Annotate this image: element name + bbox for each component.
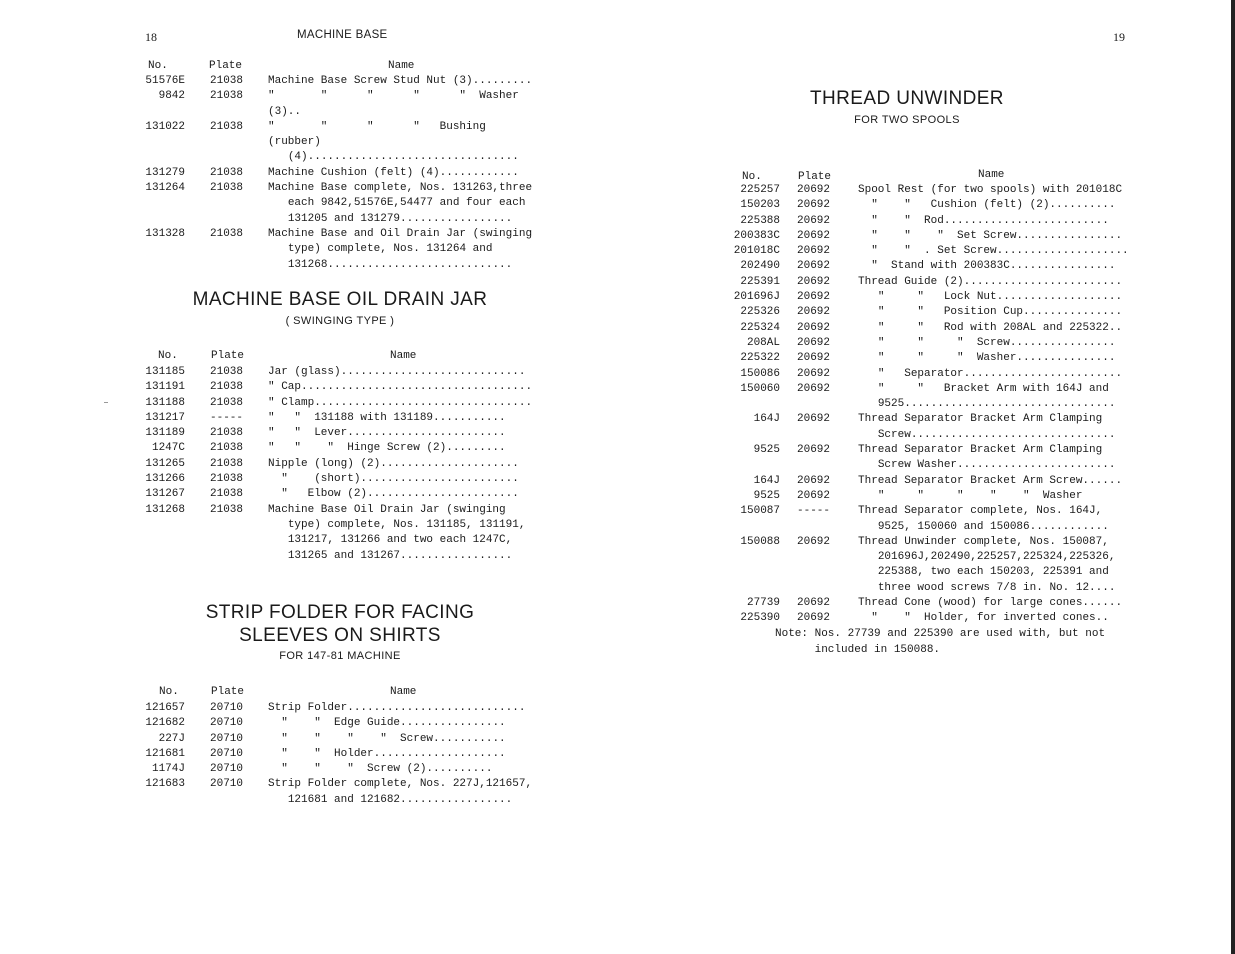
- part-number: 121681: [145, 747, 185, 760]
- plate-number: 20692: [797, 245, 831, 258]
- part-number: 121657: [145, 702, 185, 714]
- section-subtitle: FOR 147-81 MACHINE: [279, 650, 401, 662]
- part-number: 131265: [145, 457, 185, 470]
- table-row: [727, 382, 1137, 413]
- part-name: Machine Base and Oil Drain Jar (swinging type) complete, Nos. 131264 and 131268............................: [268, 227, 533, 271]
- plate-number: 20710: [210, 778, 244, 791]
- part-name: " " Rod.........................: [858, 214, 1109, 227]
- col-header-plate: Plate: [209, 60, 243, 72]
- part-number: 131266: [145, 473, 185, 486]
- col-header-no: No.: [742, 171, 762, 183]
- table-row: [141, 762, 541, 777]
- table-row: [141, 120, 541, 166]
- plate-number: 21038: [210, 227, 244, 240]
- part-name: " " Rod with 208AL and 225322..: [858, 321, 1123, 334]
- part-name: Machine Base Screw Stud Nut (3).........: [268, 75, 533, 87]
- plate-number: 20710: [210, 763, 244, 776]
- part-number: 1247C: [151, 442, 185, 455]
- col-header-name: Name: [388, 60, 415, 72]
- table-row: [141, 503, 541, 564]
- part-name: " " Lock Nut...................: [858, 291, 1123, 304]
- table-row: [727, 183, 1137, 198]
- part-name: Nipple (long) (2).....................: [268, 457, 519, 470]
- part-number: 225257: [740, 184, 780, 196]
- part-number: 131189: [145, 427, 185, 440]
- table-row: [141, 89, 541, 120]
- table-row: [727, 229, 1137, 244]
- table-row: [141, 701, 541, 716]
- table-row: [727, 275, 1137, 290]
- table-row: [727, 489, 1137, 504]
- part-number: 225390: [740, 612, 780, 625]
- part-name: Thread Separator Bracket Arm Clamping Screw...............................: [858, 413, 1116, 441]
- part-number: 9525: [753, 489, 780, 502]
- table-row: [727, 535, 1137, 596]
- part-number: 164J: [753, 474, 780, 487]
- part-name: " Cap...................................: [268, 381, 533, 394]
- plate-number: 21038: [210, 442, 244, 455]
- part-name: Machine Base Oil Drain Jar (swinging type) complete, Nos. 131185, 131191, 131217, 131266 and two each 1247C, 131265 and 131267.................: [268, 503, 526, 562]
- table-row: [141, 74, 541, 89]
- part-number: 150203: [740, 199, 780, 212]
- section-subtitle: FOR TWO SPOOLS: [854, 114, 960, 126]
- table-row: [141, 411, 541, 426]
- part-name: " " Holder, for inverted cones..: [858, 612, 1109, 625]
- table-row: [141, 380, 541, 395]
- table-row: [727, 214, 1137, 229]
- table-row: [727, 290, 1137, 305]
- plate-number: 21038: [210, 366, 244, 378]
- plate-number: 20692: [797, 184, 831, 196]
- table-row: [727, 321, 1137, 336]
- plate-number: 21038: [210, 75, 244, 87]
- part-name: " (short)........................: [268, 473, 519, 486]
- table-row: [727, 244, 1137, 259]
- plate-number: 20692: [797, 275, 831, 288]
- table-row: [141, 732, 541, 747]
- running-head: MACHINE BASE: [297, 29, 388, 41]
- part-number: 9842: [158, 90, 185, 103]
- part-number: 225324: [740, 321, 780, 334]
- plate-number: 20692: [797, 597, 831, 610]
- left-page: [0, 0, 617, 954]
- plate-number: 21038: [210, 182, 244, 195]
- part-name: " " " Screw................: [858, 336, 1116, 349]
- part-name: Machine Cushion (felt) (4)............: [268, 166, 519, 179]
- section-subtitle: ( SWINGING TYPE ): [285, 315, 395, 327]
- part-number: 51576E: [145, 75, 185, 87]
- part-name: Thread Unwinder complete, Nos. 150087, 201696J,202490,225257,225324,225326, 225388, two each 150203, 225391 and three wood screws 7/8 in. No. 12....: [858, 535, 1116, 594]
- table-row: [727, 504, 1137, 535]
- part-name: Thread Cone (wood) for large cones......: [858, 597, 1123, 610]
- plate-number: 20692: [797, 474, 831, 487]
- plate-number: 20710: [210, 717, 244, 730]
- part-name: " " 131188 with 131189...........: [268, 411, 506, 424]
- plate-number: -----: [210, 411, 244, 424]
- plate-number: 20692: [797, 489, 831, 502]
- plate-number: 21038: [210, 503, 244, 516]
- machine-base-table: [141, 74, 541, 273]
- plate-number: 21038: [210, 120, 244, 133]
- page-edge: [1231, 0, 1235, 954]
- plate-number: -----: [797, 505, 831, 518]
- part-name: " " " Hinge Screw (2).........: [268, 442, 506, 455]
- col-header-no: No.: [158, 350, 178, 362]
- part-number: 131267: [145, 488, 185, 501]
- section-title: THREAD UNWINDER: [810, 88, 1004, 109]
- part-number: 121682: [145, 717, 185, 730]
- col-header-plate: Plate: [211, 686, 245, 698]
- part-number: 201018C: [733, 245, 780, 258]
- part-number: 201696J: [733, 291, 780, 304]
- part-name: " Stand with 200383C................: [858, 260, 1116, 273]
- part-number: 225322: [740, 352, 780, 365]
- part-number: 131185: [145, 366, 185, 378]
- part-number: 164J: [753, 413, 780, 426]
- thread-unwinder-table: [727, 183, 1137, 627]
- table-row: [141, 457, 541, 472]
- part-name: " " " " Bushing (rubber) (4)................................: [268, 120, 519, 164]
- part-number: 121683: [145, 778, 185, 791]
- part-number: 200383C: [733, 229, 780, 242]
- part-name: Machine Base complete, Nos. 131263,three each 9842,51576E,54477 and four each 131205 and 131279.................: [268, 182, 533, 225]
- plate-number: 20692: [797, 444, 831, 457]
- table-row: [141, 181, 541, 227]
- part-number: 225391: [740, 275, 780, 288]
- part-number: 131279: [145, 166, 185, 179]
- table-row: [727, 596, 1137, 611]
- part-name: " " " " Screw...........: [268, 732, 506, 745]
- plate-number: 21038: [210, 427, 244, 440]
- plate-number: 20692: [797, 336, 831, 349]
- table-row: [141, 365, 541, 380]
- col-header-name: Name: [978, 169, 1005, 181]
- table-row: [727, 474, 1137, 489]
- plate-number: 21038: [210, 396, 244, 409]
- part-number: 150060: [740, 382, 780, 395]
- plate-number: 20692: [797, 612, 831, 625]
- plate-number: 20692: [797, 199, 831, 212]
- page-number: 19: [1113, 30, 1125, 44]
- part-number: 1174J: [151, 763, 185, 776]
- part-name: " " Holder....................: [268, 747, 506, 760]
- plate-number: 21038: [210, 488, 244, 501]
- part-name: Thread Separator Bracket Arm Screw......: [858, 474, 1123, 487]
- part-number: 131217: [145, 411, 185, 424]
- table-row: [141, 396, 541, 411]
- table-row: [141, 227, 541, 273]
- part-name: Spool Rest (for two spools) with 201018C: [858, 184, 1123, 196]
- part-number: 150087: [740, 505, 780, 518]
- table-row: [727, 198, 1137, 213]
- table-row: [141, 487, 541, 502]
- part-number: 131188: [145, 396, 185, 409]
- section-title: STRIP FOLDER FOR FACING SLEEVES ON SHIRTS: [205, 602, 475, 646]
- part-number: 225388: [740, 214, 780, 227]
- table-row: [141, 166, 541, 181]
- table-row: [727, 611, 1137, 626]
- part-name: " Elbow (2).......................: [268, 488, 519, 501]
- part-name: " " . Set Screw....................: [858, 245, 1129, 258]
- part-number: 150086: [740, 367, 780, 380]
- part-name: " " Cushion (felt) (2)..........: [858, 199, 1116, 212]
- col-header-name: Name: [390, 686, 417, 698]
- table-row: [727, 412, 1137, 443]
- part-name: " " Position Cup...............: [858, 306, 1123, 319]
- plate-number: 21038: [210, 457, 244, 470]
- col-header-plate: Plate: [211, 350, 245, 362]
- col-header-no: No.: [159, 686, 179, 698]
- table-row: [727, 305, 1137, 320]
- table-row: [141, 716, 541, 731]
- part-number: 150088: [740, 535, 780, 548]
- part-name: " " Edge Guide................: [268, 717, 506, 730]
- table-row: [141, 441, 541, 456]
- part-name: " Clamp.................................: [268, 396, 533, 409]
- table-row: [141, 472, 541, 487]
- right-page: [617, 0, 1235, 954]
- plate-number: 20692: [797, 413, 831, 426]
- part-name: " " Lever........................: [268, 427, 506, 440]
- table-row: [727, 351, 1137, 366]
- plate-number: 20692: [797, 260, 831, 273]
- part-name: " " " " " Washer: [858, 489, 1083, 502]
- plate-number: 21038: [210, 381, 244, 394]
- plate-number: 21038: [210, 166, 244, 179]
- plate-number: 20710: [210, 702, 244, 714]
- table-row: [141, 426, 541, 441]
- plate-number: 20692: [797, 321, 831, 334]
- part-name: Thread Guide (2)........................: [858, 275, 1123, 288]
- table-row: [141, 777, 541, 808]
- table-row: [727, 443, 1137, 474]
- page-number: 18: [145, 30, 157, 44]
- part-number: 227J: [158, 732, 185, 745]
- part-name: " " " Screw (2)..........: [268, 763, 493, 776]
- part-name: Thread Separator complete, Nos. 164J, 9525, 150060 and 150086............: [858, 505, 1109, 533]
- part-name: Strip Folder...........................: [268, 702, 526, 714]
- oil-drain-jar-table: [141, 365, 541, 564]
- plate-number: 20692: [797, 382, 831, 395]
- plate-number: 20710: [210, 747, 244, 760]
- table-row: [727, 336, 1137, 351]
- part-name: Strip Folder complete, Nos. 227J,121657, 121681 and 121682.................: [268, 778, 533, 806]
- part-name: " Separator........................: [858, 367, 1123, 380]
- table-row: [727, 367, 1137, 382]
- plate-number: 20692: [797, 214, 831, 227]
- plate-number: 20692: [797, 352, 831, 365]
- part-number: 225326: [740, 306, 780, 319]
- col-header-plate: Plate: [798, 171, 832, 183]
- plate-number: 21038: [210, 473, 244, 486]
- table-row: [727, 259, 1137, 274]
- part-name: Thread Separator Bracket Arm Clamping Screw Washer........................: [858, 444, 1116, 472]
- part-number: 131268: [145, 503, 185, 516]
- strip-folder-table: [141, 701, 541, 808]
- section-title: MACHINE BASE OIL DRAIN JAR: [192, 289, 488, 310]
- plate-number: 21038: [210, 90, 244, 103]
- part-number: 131328: [145, 227, 185, 240]
- plate-number: 20692: [797, 306, 831, 319]
- part-name: Jar (glass)............................: [268, 366, 526, 378]
- part-name: " " " Washer...............: [858, 352, 1116, 365]
- part-number: 131022: [145, 120, 185, 133]
- part-number: 202490: [740, 260, 780, 273]
- table-row: [141, 747, 541, 762]
- plate-number: 20692: [797, 367, 831, 380]
- plate-number: 20692: [797, 291, 831, 304]
- plate-number: 20710: [210, 732, 244, 745]
- col-header-name: Name: [390, 350, 417, 362]
- col-header-no: No.: [148, 60, 168, 72]
- part-number: 9525: [753, 444, 780, 457]
- part-number: 131264: [145, 182, 185, 195]
- part-number: 27739: [746, 597, 780, 610]
- part-name: " " " Set Screw................: [858, 229, 1123, 242]
- footnote: Note: Nos. 27739 and 225390 are used with, but not included in 150088.: [775, 628, 1106, 656]
- plate-number: 20692: [797, 535, 831, 548]
- part-number: 131191: [145, 381, 185, 394]
- plate-number: 20692: [797, 229, 831, 242]
- part-name: " " Bracket Arm with 164J and 9525................................: [877, 382, 1116, 411]
- part-name: " " " " " Washer (3)..: [268, 90, 526, 118]
- page-mark: [104, 402, 108, 403]
- part-number: 208AL: [746, 336, 780, 349]
